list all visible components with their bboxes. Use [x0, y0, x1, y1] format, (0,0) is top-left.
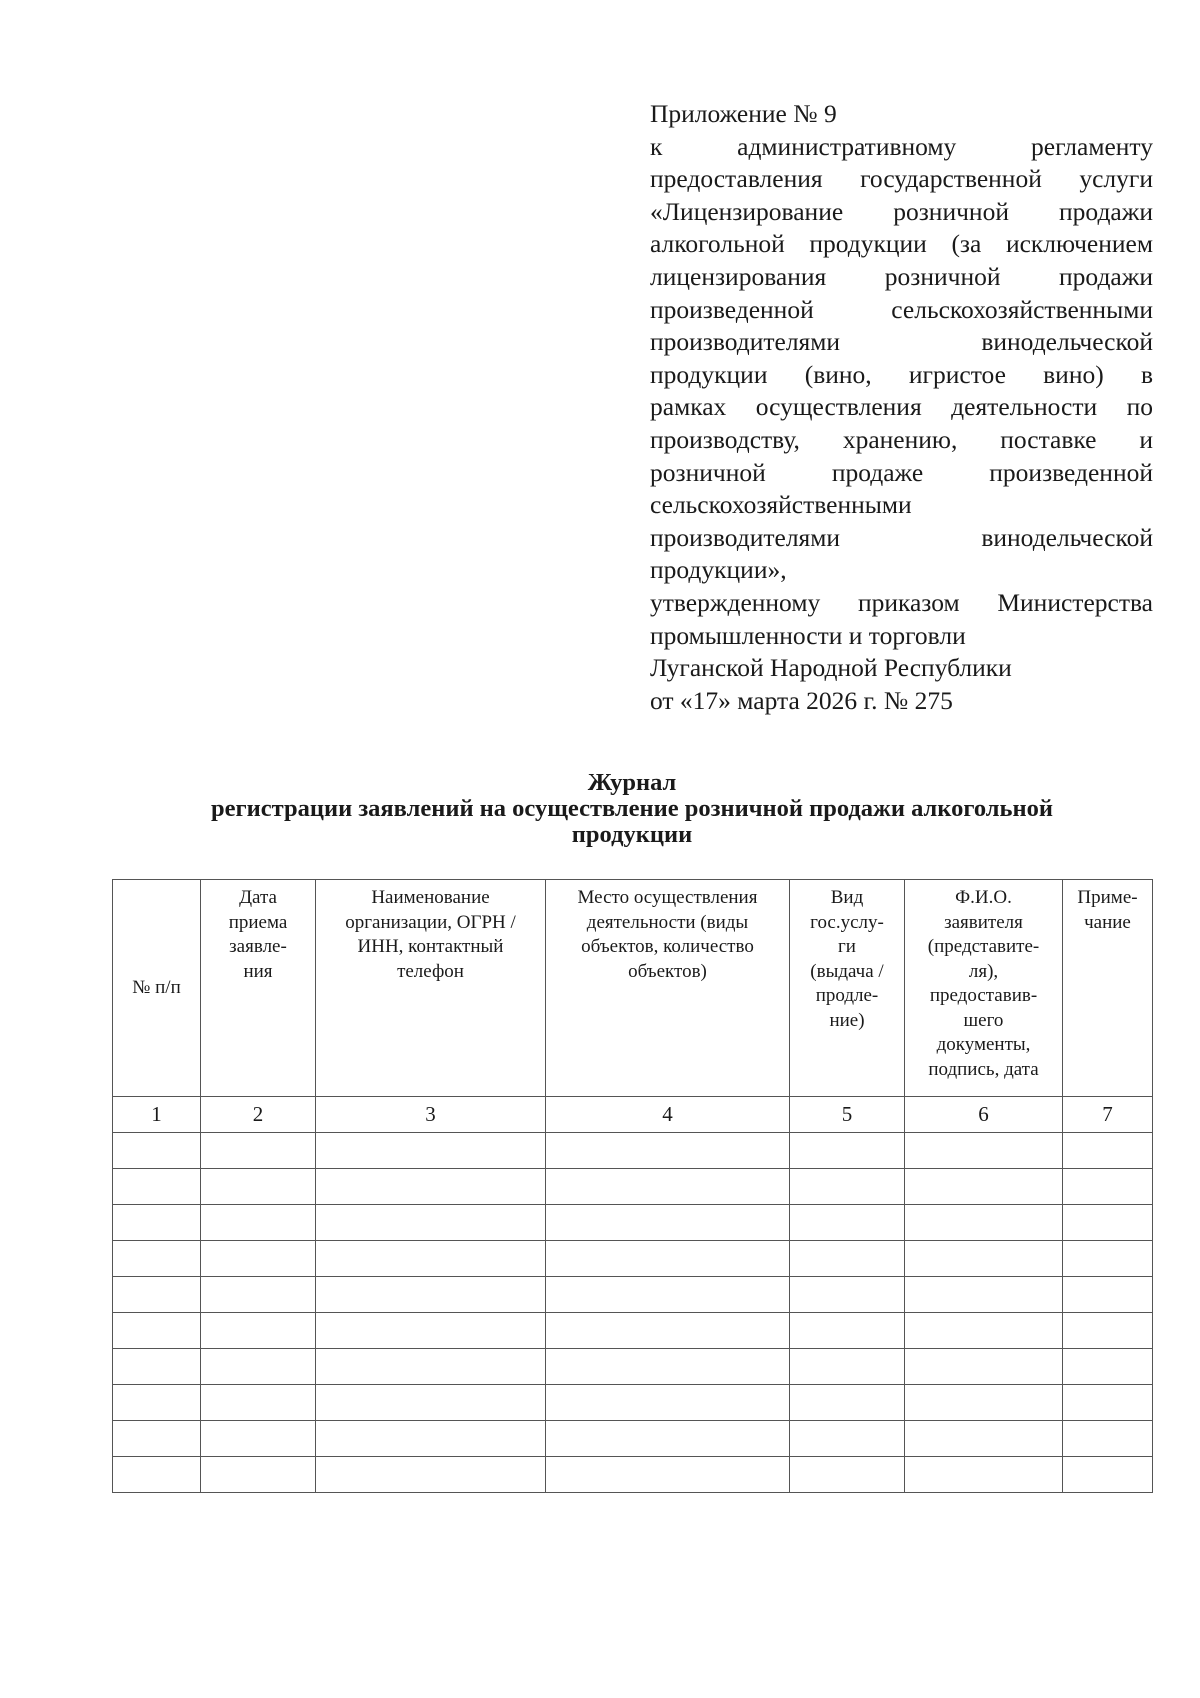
- table-cell: [316, 1349, 546, 1385]
- table-cell: [316, 1241, 546, 1277]
- table-cell: [905, 1349, 1063, 1385]
- table-cell: [905, 1241, 1063, 1277]
- table-cell: [1063, 1205, 1153, 1241]
- table-cell: [316, 1385, 546, 1421]
- col-header-line: объектов, количество: [581, 936, 754, 957]
- table-row: [113, 1457, 1153, 1493]
- table-cell: [905, 1205, 1063, 1241]
- table-cell: [1063, 1169, 1153, 1205]
- col-header-line: ния: [243, 960, 273, 982]
- column-number: 3: [316, 1097, 546, 1133]
- col-header: [905, 880, 1063, 1097]
- appendix-line: сельскохозяйственными: [650, 490, 912, 520]
- col-header-line: документы,: [936, 1034, 1031, 1055]
- appendix-line: от «17» марта 2026 г. № 275: [650, 685, 953, 715]
- appendix-line: производству, хранению, поставке и: [650, 424, 1153, 454]
- title-line: продукции: [571, 821, 693, 848]
- table-cell: [546, 1457, 790, 1493]
- col-header: [113, 880, 201, 1097]
- col-header-line: № п/п: [132, 976, 181, 998]
- appendix-line: лицензирования розничной продажи: [650, 261, 1153, 291]
- col-header-line: (представите-: [927, 936, 1040, 957]
- table-cell: [546, 1133, 790, 1169]
- appendix-line: производителями винодельческой: [650, 522, 1153, 552]
- col-header-line: организации, ОГРН /: [345, 911, 516, 933]
- table-cell: [546, 1313, 790, 1349]
- table-row: [113, 1241, 1153, 1277]
- table-cell: [790, 1133, 905, 1169]
- col-header-line: заявле-: [229, 936, 287, 957]
- table-cell: [316, 1277, 546, 1313]
- table-cell: [790, 1421, 905, 1457]
- col-header-line: Приме-: [1077, 887, 1138, 908]
- table-cell: [790, 1169, 905, 1205]
- table-cell: [905, 1457, 1063, 1493]
- col-header: [790, 880, 905, 1097]
- table-cell: [905, 1385, 1063, 1421]
- table-cell: [790, 1205, 905, 1241]
- appendix-block: [650, 98, 1153, 717]
- table-cell: [316, 1169, 546, 1205]
- table-row: [113, 1421, 1153, 1457]
- table-cell: [113, 1205, 201, 1241]
- col-header-line: Место осуществления: [577, 887, 758, 908]
- table-cell: [1063, 1421, 1153, 1457]
- appendix-line: Луганской Народной Республики: [650, 653, 1012, 683]
- journal-table: [112, 879, 1153, 1493]
- table-cell: [905, 1169, 1063, 1205]
- table-cell: [113, 1385, 201, 1421]
- table-cell: [113, 1133, 201, 1169]
- appendix-line: продукции (вино, игристое вино) в: [650, 359, 1153, 389]
- table-row: [113, 1205, 1153, 1241]
- table-cell: [113, 1169, 201, 1205]
- appendix-line: утвержденному приказом Министерства: [650, 587, 1153, 617]
- table-row: [113, 1385, 1153, 1421]
- table-cell: [201, 1457, 316, 1493]
- journal-title: [112, 770, 1152, 848]
- table-row: [113, 1313, 1153, 1349]
- col-header-line: подпись, дата: [928, 1058, 1039, 1080]
- col-header: [546, 880, 790, 1097]
- col-header-line: гос.услу-: [810, 911, 884, 933]
- table-cell: [201, 1385, 316, 1421]
- table-cell: [546, 1277, 790, 1313]
- table-row: [113, 1133, 1153, 1169]
- appendix-line: алкогольной продукции (за исключением: [650, 229, 1153, 259]
- table-cell: [790, 1277, 905, 1313]
- table-cell: [905, 1313, 1063, 1349]
- table-cell: [546, 1169, 790, 1205]
- table-cell: [201, 1169, 316, 1205]
- col-header-line: чание: [1084, 911, 1131, 933]
- table-cell: [1063, 1457, 1153, 1493]
- appendix-line: розничной продаже произведенной: [650, 457, 1153, 487]
- col-header-line: Наименование: [371, 887, 490, 908]
- table-cell: [201, 1133, 316, 1169]
- table-cell: [1063, 1349, 1153, 1385]
- column-number: 7: [1063, 1097, 1153, 1133]
- table-cell: [790, 1349, 905, 1385]
- table-cell: [790, 1313, 905, 1349]
- table-cell: [905, 1421, 1063, 1457]
- col-header-line: телефон: [397, 960, 464, 982]
- col-header-line: предоставив-: [929, 985, 1038, 1006]
- table-cell: [113, 1313, 201, 1349]
- col-header: [316, 880, 546, 1097]
- appendix-line: произведенной сельскохозяйственными: [650, 294, 1153, 324]
- col-header-line: (выдача /: [810, 960, 884, 982]
- col-header-line: Вид: [830, 887, 864, 908]
- col-header-line: шего: [963, 1009, 1004, 1031]
- table-cell: [1063, 1313, 1153, 1349]
- table-cell: [905, 1277, 1063, 1313]
- appendix-line: к административному регламенту: [650, 131, 1153, 161]
- table-cell: [1063, 1277, 1153, 1313]
- column-number: 4: [546, 1097, 790, 1133]
- column-number: 5: [790, 1097, 905, 1133]
- table-cell: [201, 1241, 316, 1277]
- table-cell: [201, 1277, 316, 1313]
- table-cell: [316, 1421, 546, 1457]
- table-cell: [790, 1385, 905, 1421]
- col-header-line: объектов): [628, 960, 707, 982]
- table-row: [113, 1169, 1153, 1205]
- table-cell: [316, 1313, 546, 1349]
- appendix-line: предоставления государственной услуги: [650, 164, 1153, 194]
- table-cell: [316, 1457, 546, 1493]
- table-cell: [113, 1277, 201, 1313]
- table-cell: [201, 1349, 316, 1385]
- table-cell: [113, 1421, 201, 1457]
- appendix-line: Приложение № 9: [650, 99, 837, 128]
- table-cell: [546, 1421, 790, 1457]
- table-cell: [546, 1241, 790, 1277]
- table-cell: [113, 1241, 201, 1277]
- table-cell: [546, 1205, 790, 1241]
- col-header-line: ИНН, контактный: [357, 936, 504, 957]
- col-header-line: заявителя: [944, 911, 1023, 933]
- table-cell: [790, 1241, 905, 1277]
- table-cell: [546, 1385, 790, 1421]
- table-cell: [546, 1349, 790, 1385]
- appendix-line: промышленности и торговли: [650, 620, 966, 650]
- header-row: [113, 880, 1153, 1097]
- col-header-line: продле-: [815, 985, 879, 1006]
- col-header-line: ги: [838, 936, 856, 957]
- col-header: [1063, 880, 1153, 1097]
- table-cell: [790, 1457, 905, 1493]
- table-cell: [1063, 1133, 1153, 1169]
- table-cell: [1063, 1385, 1153, 1421]
- column-number-row: [113, 1097, 1153, 1133]
- table-cell: [905, 1133, 1063, 1169]
- col-header-line: приема: [228, 911, 288, 933]
- title-line: Журнал: [587, 769, 677, 796]
- col-header-line: деятельности (виды: [586, 911, 749, 933]
- appendix-line: «Лицензирование розничной продажи: [650, 196, 1153, 226]
- table-cell: [113, 1457, 201, 1493]
- table-cell: [201, 1205, 316, 1241]
- col-header-line: Ф.И.О.: [955, 887, 1012, 908]
- column-number: 6: [905, 1097, 1063, 1133]
- column-number: 1: [113, 1097, 201, 1133]
- col-header-line: ние): [829, 1009, 865, 1031]
- appendix-line: продукции»,: [650, 555, 787, 585]
- table-cell: [316, 1205, 546, 1241]
- appendix-line: производителями винодельческой: [650, 327, 1153, 357]
- table-cell: [1063, 1241, 1153, 1277]
- table-row: [113, 1277, 1153, 1313]
- table-cell: [113, 1349, 201, 1385]
- title-line: регистрации заявлений на осуществление розничной продажи алкогольной: [211, 795, 1053, 822]
- table-row: [113, 1349, 1153, 1385]
- col-header-line: ля),: [968, 960, 999, 982]
- column-number: 2: [201, 1097, 316, 1133]
- table-cell: [201, 1421, 316, 1457]
- table-cell: [316, 1133, 546, 1169]
- col-header-line: Дата: [239, 887, 277, 908]
- col-header: [201, 880, 316, 1097]
- table-cell: [201, 1313, 316, 1349]
- appendix-line: рамках осуществления деятельности по: [650, 392, 1153, 422]
